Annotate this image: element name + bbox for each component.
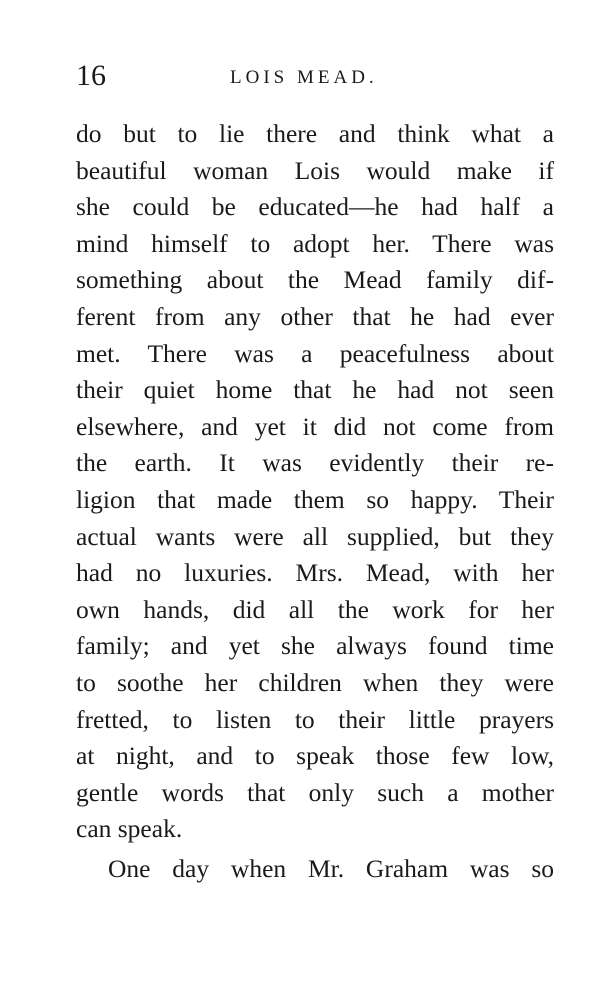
running-title: LOIS MEAD. xyxy=(230,67,378,88)
text-line: the earth. It was evidently their re- xyxy=(76,448,554,478)
body-text xyxy=(76,116,554,887)
text-line: own hands, did all the work for her xyxy=(76,594,554,624)
text-line: their quiet home that he had not seen xyxy=(76,375,554,405)
running-header xyxy=(76,58,554,94)
text-line: elsewhere, and yet it did not come from xyxy=(76,411,554,441)
text-line: met. There was a peacefulness about xyxy=(76,338,554,368)
text-line: fretted, to listen to their little prayers xyxy=(76,704,554,734)
text-line: to soothe her children when they were xyxy=(76,667,554,697)
text-line: gentle words that only such a mother xyxy=(76,777,554,807)
text-line: mind himself to adopt her. There was xyxy=(76,228,554,258)
text-line: something about the Mead family dif- xyxy=(76,265,554,295)
paragraph xyxy=(76,851,554,888)
text-line: she could be educated—he had half a xyxy=(76,192,554,222)
text-line: do but to lie there and think what a xyxy=(76,119,554,148)
text-line: can speak. xyxy=(76,814,183,844)
text-line: actual wants were all supplied, but they xyxy=(76,521,554,551)
page-number: 16 xyxy=(76,59,106,92)
paragraph xyxy=(76,116,554,848)
text-line: beautiful woman Lois would make if xyxy=(76,155,554,185)
text-line: had no luxuries. Mrs. Mead, with her xyxy=(76,558,554,588)
text-line: family; and yet she always found time xyxy=(76,631,554,661)
text-line: ferent from any other that he had ever xyxy=(76,301,554,331)
text-line: One day when Mr. Graham was so xyxy=(108,853,554,883)
text-line: at night, and to speak those few low, xyxy=(76,741,554,771)
text-line: ligion that made them so happy. Their xyxy=(76,484,554,514)
